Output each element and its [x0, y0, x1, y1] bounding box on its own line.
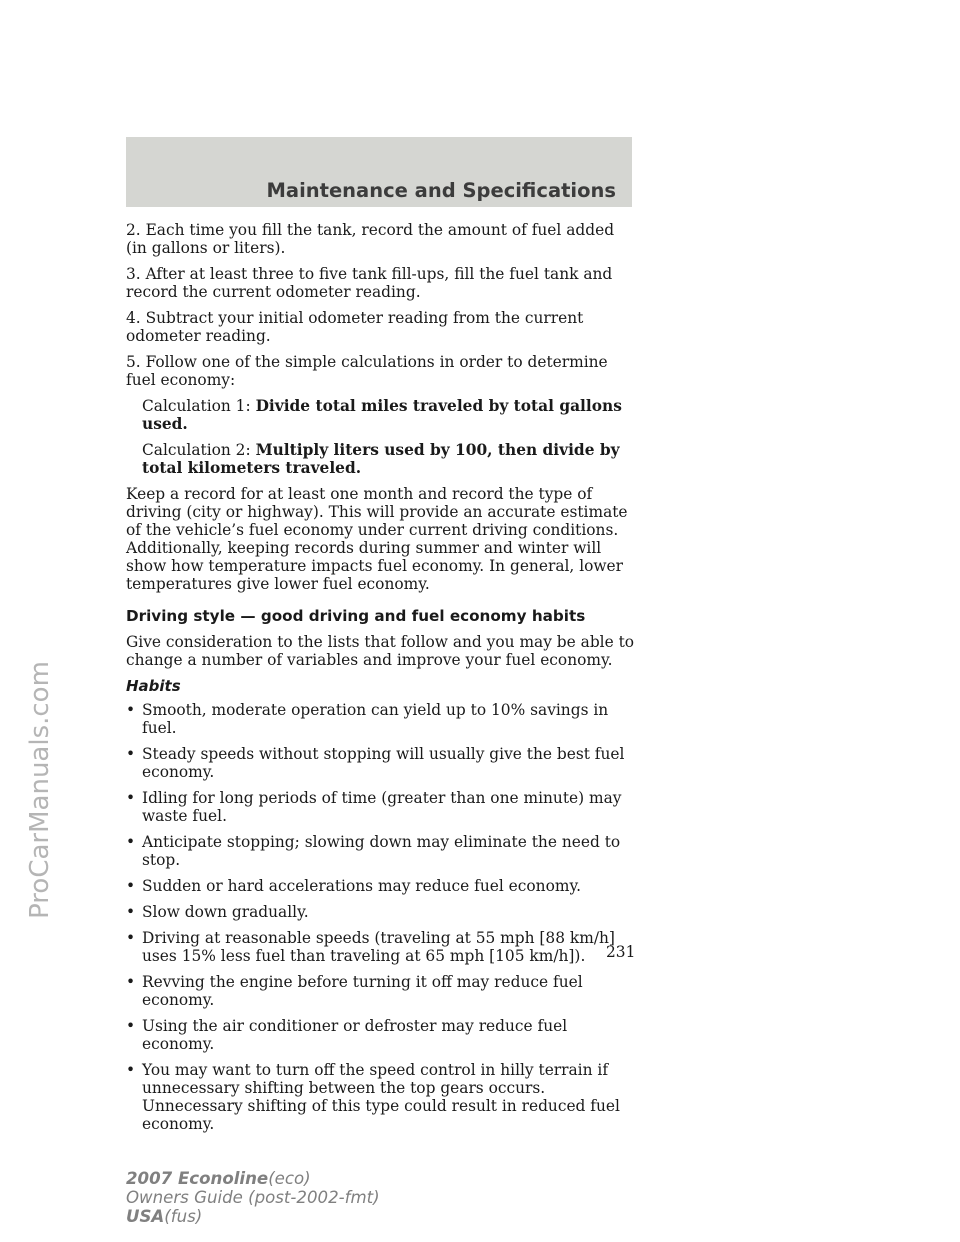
step-3: 3. After at least three to five tank fill-ups, fill the fuel tank and record the current odometer reading.: [126, 265, 613, 301]
calculation-1-text: Divide total miles traveled by total gallons used.: [142, 397, 622, 433]
bullet-icon: •: [126, 789, 136, 807]
footer-line-3: USA(fus): [126, 1207, 203, 1226]
page-content: [126, 221, 636, 1141]
page-number: 231: [606, 943, 636, 961]
bullet-icon: •: [126, 973, 136, 991]
bullet-icon: •: [126, 833, 136, 851]
step-4: 4. Subtract your initial odometer reading from the current odometer reading.: [126, 309, 584, 345]
calculation-2: [126, 441, 636, 477]
list-item: • You may want to turn off the speed control in hilly terrain if unnecessary shifting between the top gears occurs. Unnecessary shifting of this type could result in reduced fuel economy.: [126, 1061, 620, 1133]
watermark: ProCarManuals.com: [25, 661, 55, 919]
section-header-band: [126, 137, 632, 207]
bullet-icon: •: [126, 745, 136, 763]
driving-style-heading: Driving style — good driving and fuel economy habits: [126, 607, 586, 625]
record-paragraph: Keep a record for at least one month and record the type of driving (city or highway). This will provide an accurate estimate of the vehicle’s fuel economy under current driving conditions. Additionally, keeping records during summer and winter will show how temperature impacts fuel economy. In general, lower temperatures give lower fuel economy.: [126, 485, 628, 593]
calculation-2-label: Calculation 2:: [142, 441, 256, 459]
step-2: 2. Each time you fill the tank, record the amount of fuel added (in gallons or liters).: [126, 221, 615, 257]
document-footer: [126, 1169, 380, 1226]
list-item: • Revving the engine before turning it off may reduce fuel economy.: [126, 973, 583, 1009]
step-5: 5. Follow one of the simple calculations in order to determine fuel economy:: [126, 353, 608, 389]
habits-list: [126, 701, 636, 1133]
bullet-icon: •: [126, 929, 136, 947]
footer-line-1: 2007 Econoline(eco): [126, 1169, 311, 1188]
list-item: • Slow down gradually.: [126, 903, 309, 921]
list-item: • Steady speeds without stopping will usually give the best fuel economy.: [126, 745, 625, 781]
list-item: • Driving at reasonable speeds (traveling at 55 mph [88 km/h] uses 15% less fuel than traveling at 65 mph [105 km/h]).: [126, 929, 615, 965]
bullet-icon: •: [126, 1061, 136, 1079]
list-item: • Sudden or hard accelerations may reduce fuel economy.: [126, 877, 581, 895]
list-item: • Anticipate stopping; slowing down may eliminate the need to stop.: [126, 833, 621, 869]
bullet-icon: •: [126, 903, 136, 921]
footer-line-2: Owners Guide (post-2002-fmt): [126, 1188, 380, 1207]
calculation-1-label: Calculation 1:: [142, 397, 256, 415]
habits-heading: Habits: [126, 677, 181, 695]
list-item: • Idling for long periods of time (greater than one minute) may waste fuel.: [126, 789, 622, 825]
list-item: • Smooth, moderate operation can yield up to 10% savings in fuel.: [126, 701, 609, 737]
section-title: Maintenance and Specifications: [266, 179, 616, 202]
calculation-1: [126, 397, 636, 433]
bullet-icon: •: [126, 701, 136, 719]
list-item: • Using the air conditioner or defroster may reduce fuel economy.: [126, 1017, 568, 1053]
driving-style-intro: Give consideration to the lists that follow and you may be able to change a number of variables and improve your fuel economy.: [126, 633, 635, 669]
bullet-icon: •: [126, 877, 136, 895]
calculation-2-text: Multiply liters used by 100, then divide by total kilometers traveled.: [142, 441, 620, 477]
bullet-icon: •: [126, 1017, 136, 1035]
